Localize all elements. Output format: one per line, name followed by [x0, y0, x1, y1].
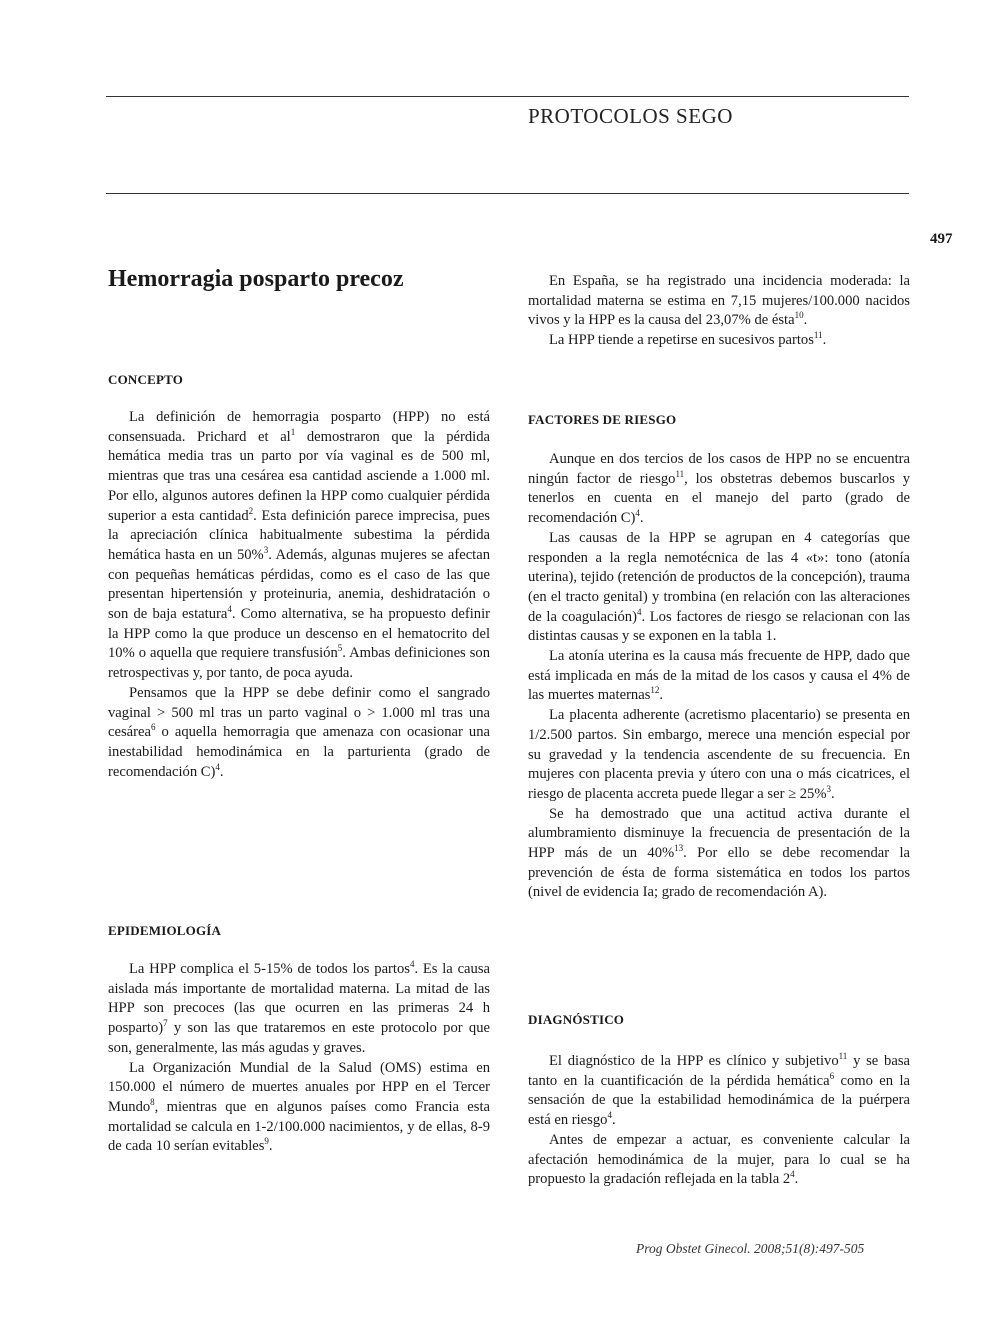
paragraph — [528, 1131, 910, 1190]
paragraph — [528, 805, 910, 904]
text-run: . — [611, 1112, 616, 1129]
section-heading-concepto: CONCEPTO — [108, 372, 184, 387]
text-run: como en la sensación de que la estabilidad hemodinámica de la puérpera está en riesgo — [528, 1072, 910, 1129]
text-run: . — [219, 763, 224, 780]
reference-superscript: 4 — [790, 1169, 795, 1180]
text-run: . — [822, 332, 827, 349]
reference-superscript: 3 — [263, 545, 269, 556]
text-run: La definición de hemorragia posparto (HPP) no está consensuada. Prichard et al — [108, 409, 490, 445]
text-run: . Como alternativa, se ha propuesto definir la HPP como la que produce un descenso en el hematocrito del 10% o aquella que requiere transfusión — [108, 606, 490, 662]
reference-superscript: 9 — [264, 1136, 269, 1147]
reference-superscript: 6 — [150, 722, 156, 733]
reference-superscript: 4 — [607, 1110, 612, 1121]
reference-superscript: 7 — [163, 1018, 168, 1029]
text-run: o aquella hemorragia que amenaza con ocasionar una inestabilidad hemodinámica en la parturienta (grado de recomendación C) — [108, 724, 490, 780]
paragraph — [108, 960, 490, 1059]
section-body-epidemiologia-right — [528, 272, 910, 351]
journal-citation: Prog Obstet Ginecol. 2008;51(8):497-505 — [636, 1241, 865, 1256]
text-run: Las causas de la HPP se agrupan en 4 categorías que responden a la regla nemotécnica de las 4 «t»: tono (atonía uterina), tejido (retención de productos de la concepción), trauma (en el tracto genital) y trombina (en relación con las alteraciones de la coagulación) — [528, 529, 910, 625]
header-rule-bottom — [106, 193, 909, 194]
text-run: y son las que trataremos en este protocolo por que son, generalmente, las más agudas y graves. — [108, 1020, 490, 1056]
section-heading-epidemiologia: EPIDEMIOLOGÍA — [108, 923, 222, 938]
reference-superscript: 3 — [826, 784, 832, 795]
text-run: La HPP tiende a repetirse en sucesivos partos — [549, 332, 814, 349]
text-run: . Es la causa aislada más importante de mortalidad materna. La mitad de las HPP son precoces (las que ocurren en las primeras 24 h posparto) — [108, 961, 490, 1037]
paragraph — [108, 408, 490, 684]
text-run: . — [659, 687, 664, 704]
text-run: La HPP complica el 5-15% de todos los partos — [129, 961, 410, 977]
text-run: . — [803, 312, 808, 329]
reference-superscript: 4 — [635, 508, 640, 519]
text-run: . — [268, 1138, 273, 1155]
text-run: . Los factores de riesgo se relacionan con las distintas causas y se exponen en la tabla 1. — [528, 608, 911, 645]
text-run: . Además, algunas mujeres se afectan con pequeñas hemáticas pérdidas, como es el caso de las que presentan hipertensión y proteinuria, anemia, deshidratación o son de baja estatura — [108, 546, 491, 623]
text-run: En España, se ha registrado una incidencia moderada: la mortalidad materna se estima en 7,15 mujeres/100.000 nacidos vivos y la HPP es la causa del 23,07% de ésta — [528, 273, 910, 329]
section-body-epidemiologia-left — [108, 960, 490, 1157]
reference-superscript: 11 — [838, 1051, 848, 1062]
text-run: , mientras que en algunos países como Francia esta mortalidad se calcula en 1-2/100.000 nacimientos, y de ellas, 8-9 de cada 10 serían evitables — [108, 1098, 490, 1155]
text-run: demostraron que la pérdida hemática media tras un parto por vía vaginal es de 500 ml, mientras que tras una cesárea esa cantidad asciende a 1.000 ml. Por ello, algunos autores definen la HPP como cualquier pérdida superior a esta cantidad — [108, 428, 491, 524]
reference-superscript: 10 — [794, 310, 804, 321]
header-rule-top — [106, 96, 909, 97]
reference-superscript: 5 — [337, 643, 343, 654]
text-run: Se ha demostrado que una actitud activa durante el alumbramiento disminuye la frecuencia de presentación de la HPP más de un 40% — [528, 805, 910, 862]
text-run: . — [794, 1171, 799, 1188]
reference-superscript: 4 — [215, 761, 220, 772]
running-head: PROTOCOLOS SEGO — [528, 104, 733, 128]
text-run: La placenta adherente (acretismo placentario) se presenta en 1/2.500 partos. Sin embargo, merece una mención especial por su gravedad y la tendencia ascendente de su frecuencia. En mujeres con placenta previa y útero con una o más cicatrices, el riesgo de placenta accreta puede llegar a ser ≥ 25% — [528, 707, 910, 802]
text-run: Aunque en dos tercios de los casos de HPP no se encuentra ningún factor de riesgo — [528, 451, 910, 487]
text-run: . Por ello se debe recomendar la prevención de ésta de forma sistemática en todos los partos (nivel de evidencia Ia; grado de recomendación A). — [528, 845, 911, 901]
page-number: 497 — [930, 231, 953, 247]
paragraph — [528, 272, 910, 331]
text-run: . Esta definición parece imprecisa, pues la apreciación clínica habitualmente subestima la pérdida hemática hasta en un 50% — [108, 507, 490, 563]
section-body-diagnostico — [528, 1052, 910, 1190]
reference-superscript: 4 — [409, 959, 415, 970]
reference-superscript: 11 — [813, 330, 823, 341]
section-heading-factores: FACTORES DE RIESGO — [528, 412, 677, 427]
text-run: . Ambas definiciones son retrospectivas y, por tanto, de poca ayuda. — [108, 645, 490, 682]
reference-superscript: 8 — [150, 1097, 155, 1108]
text-run: y se basa tanto en la cuantificación de la pérdida hemática — [528, 1053, 910, 1089]
text-run: Antes de empezar a actuar, es conveniente calcular la afectación hemodinámica de la mujer, para lo cual se ha propuesto la gradación reflejada en la tabla 2 — [528, 1131, 910, 1188]
text-run: . — [639, 510, 644, 527]
section-body-factores — [528, 450, 910, 903]
text-run: El diagnóstico de la HPP es clínico y subjetivo — [549, 1053, 839, 1069]
paragraph — [528, 450, 910, 529]
text-run: La Organización Mundial de la Salud (OMS) estima en 150.000 el número de muertes anuales por HPP en el Tercer Mundo — [108, 1059, 490, 1115]
paragraph — [528, 647, 910, 706]
text-run: . — [831, 785, 835, 802]
paragraph — [528, 331, 910, 351]
article-title: Hemorragia posparto precoz — [108, 266, 404, 292]
paragraph — [528, 706, 910, 805]
section-heading-diagnostico: DIAGNÓSTICO — [528, 1012, 625, 1027]
reference-superscript: 12 — [650, 685, 660, 696]
paragraph — [108, 1059, 490, 1158]
reference-superscript: 2 — [248, 505, 254, 516]
reference-superscript: 4 — [636, 606, 642, 617]
reference-superscript: 4 — [227, 604, 232, 615]
text-run: Pensamos que la HPP se debe definir como el sangrado vaginal > 500 ml tras un parto vaginal o > 1.000 ml tras una cesárea — [108, 684, 490, 741]
text-run: La atonía uterina es la causa más frecuente de HPP, dado que está implicada en más de la mitad de los casos y causa el 4% de las muertes maternas — [528, 648, 910, 704]
reference-superscript: 1 — [290, 426, 296, 437]
section-body-concepto — [108, 408, 490, 782]
paragraph — [528, 1052, 910, 1131]
paragraph — [528, 529, 910, 647]
reference-superscript: 13 — [674, 843, 684, 854]
reference-superscript: 6 — [829, 1070, 835, 1081]
reference-superscript: 11 — [675, 468, 685, 479]
paragraph — [108, 684, 490, 783]
text-run: , los obstetras debemos buscarlos y tenerlos en cuenta en el manejo del parto (grado de recomendación C) — [528, 470, 910, 527]
